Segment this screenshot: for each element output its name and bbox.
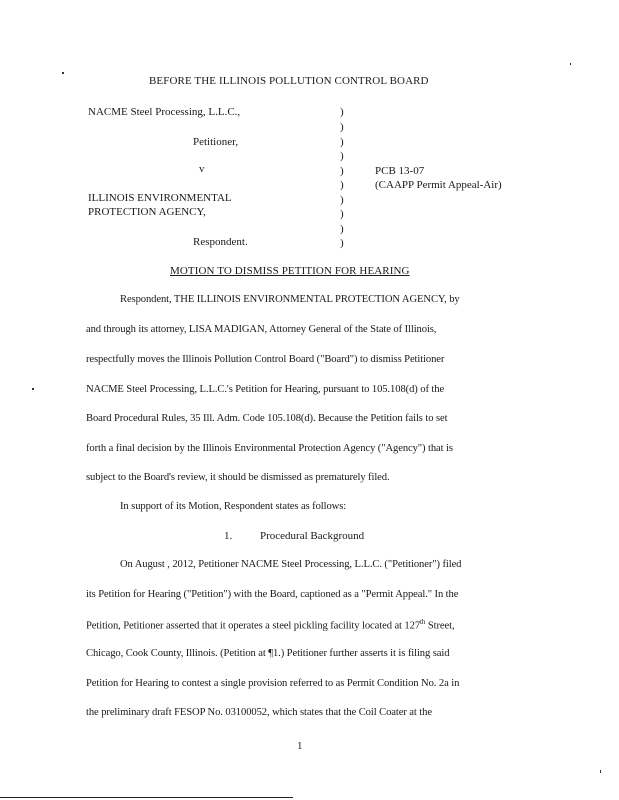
caption-paren: ) <box>340 179 344 191</box>
caption-paren: ) <box>340 165 344 177</box>
scan-speck <box>32 388 34 390</box>
motion-title: MOTION TO DISMISS PETITION FOR HEARING <box>170 265 410 277</box>
caption-paren: ) <box>340 150 344 162</box>
petitioner-name: NACME Steel Processing, L.L.C., <box>88 106 241 118</box>
caption-paren: ) <box>340 136 344 148</box>
section-number: 1. <box>224 530 233 542</box>
caption-paren: ) <box>340 106 344 118</box>
caption-paren: ) <box>340 194 344 206</box>
caption-paren: ) <box>340 237 344 249</box>
scan-speck <box>62 72 64 74</box>
body-line-text: Petition, Petitioner asserted that it operates a steel pickling facility located at 127 <box>86 620 421 632</box>
case-number: PCB 13-07 <box>375 165 425 177</box>
body-line: NACME Steel Processing, L.L.C.'s Petition for Hearing, pursuant to 105.108(d) of the <box>86 384 445 395</box>
section-title-text: Procedural Background <box>260 530 365 542</box>
petitioner-role: Petitioner, <box>193 136 239 148</box>
body-line: On August , 2012, Petitioner NACME Steel Processing, L.L.C. ("Petitioner") filed <box>120 559 462 570</box>
ordinal-suffix: th <box>420 618 426 626</box>
respondent-role: Respondent. <box>193 236 248 248</box>
body-line-text: Street, <box>425 620 455 632</box>
board-heading: BEFORE THE ILLINOIS POLLUTION CONTROL BOARD <box>149 75 429 87</box>
scan-speck <box>600 770 601 773</box>
caption-paren: ) <box>340 208 344 220</box>
section-title <box>260 530 364 542</box>
respondent-name-line1: ILLINOIS ENVIRONMENTAL <box>88 192 232 204</box>
caption-paren: ) <box>340 121 344 133</box>
scan-speck <box>570 63 571 65</box>
caption-paren: ) <box>340 223 344 235</box>
body-line: Respondent, THE ILLINOIS ENVIRONMENTAL PROTECTION AGENCY, by <box>120 294 460 305</box>
respondent-name-line2: PROTECTION AGENCY, <box>88 206 206 218</box>
body-line: the preliminary draft FESOP No. 03100052, which states that the Coil Coater at the <box>86 707 432 718</box>
page-number: 1 <box>297 740 303 752</box>
body-line: its Petition for Hearing ("Petition") with the Board, captioned as a "Permit Appeal." In the <box>86 589 459 600</box>
body-line: Chicago, Cook County, Illinois. (Petition at ¶1.) Petitioner further asserts it is filing said <box>86 648 450 659</box>
versus-label: v <box>199 163 205 175</box>
body-line: Petition for Hearing to contest a single provision referred to as Permit Condition No. 2a in <box>86 678 460 689</box>
body-line: subject to the Board's review, it should be dismissed as prematurely filed. <box>86 472 390 483</box>
footnote-separator <box>0 797 293 798</box>
body-line: respectfully moves the Illinois Pollution Control Board ("Board") to dismiss Petitioner <box>86 354 445 365</box>
body-line <box>86 618 455 632</box>
body-line: Board Procedural Rules, 35 Ill. Adm. Code 105.108(d). Because the Petition fails to set <box>86 413 448 424</box>
body-line: and through its attorney, LISA MADIGAN, Attorney General of the State of Illinois, <box>86 324 437 335</box>
body-line: In support of its Motion, Respondent states as follows: <box>120 501 347 512</box>
case-type: (CAAPP Permit Appeal-Air) <box>375 179 502 191</box>
body-line: forth a final decision by the Illinois Environmental Protection Agency ("Agency") that is <box>86 443 453 454</box>
